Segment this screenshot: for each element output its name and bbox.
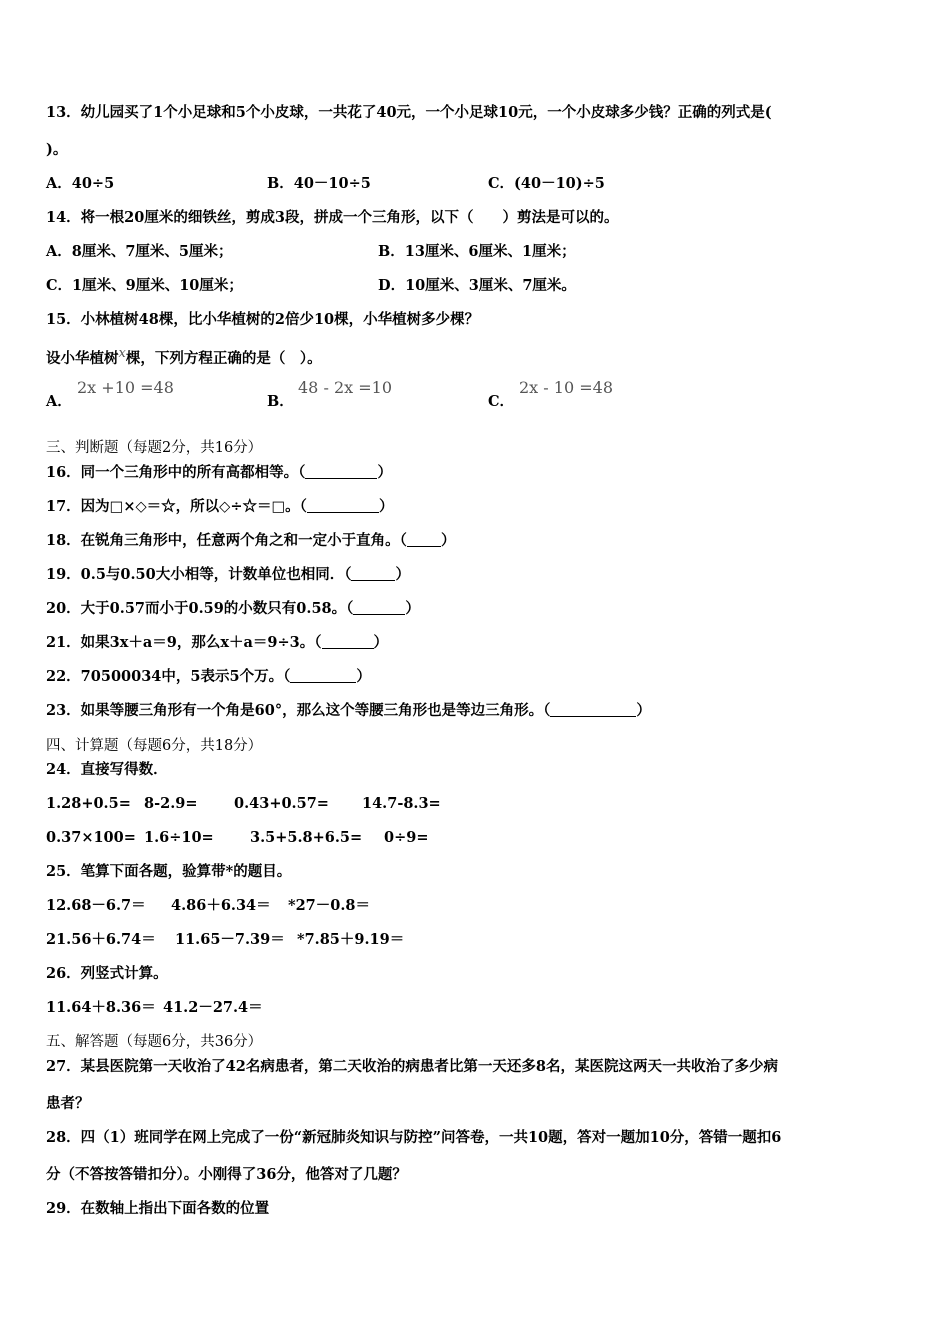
q15-subtext: [46, 344, 322, 369]
calc-item: 3.5+5.8+6.5=: [250, 829, 363, 846]
q14-option-c: C．1厘米、9厘米、10厘米；: [46, 277, 243, 294]
calc-item: *7.85＋9.19＝: [297, 931, 405, 948]
q17-text: 17．因为□×◇＝☆，所以◇÷☆＝□。（: [46, 498, 307, 515]
section-3-title: 三、判断题（每题2分，共16分）: [46, 440, 263, 456]
calc-item: 11.65－7.39＝: [175, 931, 285, 948]
calc-item: 0.43+0.57=: [234, 795, 329, 812]
close-paren: ）: [378, 498, 394, 515]
q13-option-b: B．40－10÷5: [267, 175, 371, 192]
q15-option-b-equation: 48 - 2x =10: [298, 378, 392, 397]
q15-option-a-label: A．: [46, 393, 72, 410]
q20: [46, 599, 420, 619]
q19: [46, 565, 410, 585]
answer-blank: [550, 702, 636, 717]
q22-text: 22．70500034中，5表示5个万。（: [46, 668, 291, 685]
q27-text-cont: 患者？: [46, 1095, 90, 1112]
calc-item: 8-2.9=: [144, 795, 198, 812]
q15-variable: x: [118, 346, 126, 361]
calc-item: 1.28+0.5=: [46, 795, 131, 812]
q14-option-a: A．8厘米、7厘米、5厘米；: [46, 243, 233, 260]
section-5-title: 五、解答题（每题6分，共36分）: [46, 1034, 263, 1050]
answer-blank: [305, 464, 377, 479]
answer-blank: [307, 498, 379, 513]
calc-item: 21.56＋6.74＝: [46, 931, 156, 948]
calc-item: 0.37×100=: [46, 829, 136, 846]
close-paren: ）: [395, 566, 410, 583]
calc-item: 41.2－27.4＝: [163, 999, 263, 1016]
q28-text-cont: 分（不答按答错扣分）。小刚得了36分，他答对了几题？: [46, 1166, 407, 1183]
answer-blank: [353, 600, 405, 615]
answer-blank: [290, 668, 356, 683]
answer-blank: [407, 532, 441, 547]
q20-text: 20．大于0.57而小于0.59的小数只有0.58。（: [46, 600, 354, 617]
q16-text: 16．同一个三角形中的所有高都相等。（: [46, 464, 306, 481]
close-paren: ）: [440, 532, 456, 549]
q25-text: 25．笔算下面各题，验算带*的题目。: [46, 863, 292, 880]
q26-text: 26．列竖式计算。: [46, 965, 168, 982]
q15-option-b-label: B．: [267, 393, 294, 410]
q15-subtext-post: 棵，下列方程正确的是（ ）。: [125, 350, 322, 367]
close-paren: ）: [636, 702, 651, 719]
calc-item: 14.7-8.3=: [362, 795, 441, 812]
close-paren: ）: [405, 600, 420, 617]
answer-blank: [351, 566, 395, 581]
q14-text: 14．将一根20厘米的细铁丝，剪成3段，拼成一个三角形，以下（ ）剪法是可以的。: [46, 209, 619, 226]
q13-text-cont: )。: [46, 141, 68, 158]
q27-text: 27．某县医院第一天收治了42名病患者，第二天收治的病患者比第一天还多8名，某医院这两天一共收治了多少病: [46, 1058, 778, 1075]
q13-option-a: A．40÷5: [46, 175, 115, 192]
q13-option-c: C．(40－10)÷5: [488, 175, 605, 192]
calc-item: *27－0.8＝: [288, 897, 370, 914]
q13-text: 13．幼儿园买了1个小足球和5个小皮球，一共花了40元，一个小足球10元，一个小皮球多少钱？正确的列式是(: [46, 104, 772, 121]
q24-text: 24．直接写得数．: [46, 761, 168, 778]
close-paren: ）: [356, 668, 371, 685]
answer-blank: [322, 634, 374, 649]
calc-item: 12.68－6.7＝: [46, 897, 146, 914]
q21-text: 21．如果3x＋a＝9，那么x＋a＝9÷3。（: [46, 634, 322, 651]
q18-text: 18．在锐角三角形中，任意两个角之和一定小于直角。（: [46, 532, 407, 549]
q17: [46, 497, 393, 517]
q14-option-d: D．10厘米、3厘米、7厘米。: [378, 277, 576, 294]
q15-option-c-equation: 2x - 10 =48: [519, 378, 613, 397]
q29-text: 29．在数轴上指出下面各数的位置: [46, 1200, 270, 1217]
q23-text: 23．如果等腰三角形有一个角是60°，那么这个等腰三角形也是等边三角形。（: [46, 702, 551, 719]
calc-item: 11.64＋8.36＝: [46, 999, 156, 1016]
close-paren: ）: [373, 634, 389, 651]
q15-option-c-label: C．: [488, 393, 515, 410]
q23: [46, 701, 651, 721]
q28-text: 28．四（1）班同学在网上完成了一份“新冠肺炎知识与防控”问答卷，一共10题，答对一题加10分，答错一题扣6: [46, 1129, 782, 1146]
q18: [46, 531, 455, 551]
close-paren: ）: [377, 464, 392, 481]
q19-text: 19．0.5与0.50大小相等，计数单位也相同．（: [46, 566, 352, 583]
q16: [46, 463, 392, 483]
calc-item: 4.86＋6.34＝: [171, 897, 271, 914]
q15-subtext-pre: 设小华植树: [46, 350, 119, 367]
calc-item: 0÷9=: [384, 829, 429, 846]
q15-option-a-equation: 2x +10 =48: [77, 378, 174, 397]
q15-text: 15．小林植树48棵，比小华植树的2倍少10棵，小华植树多少棵？: [46, 311, 480, 328]
q21: [46, 633, 388, 653]
section-4-title: 四、计算题（每题6分，共18分）: [46, 738, 263, 754]
q14-option-b: B．13厘米、6厘米、1厘米；: [378, 243, 576, 260]
q22: [46, 667, 371, 687]
calc-item: 1.6÷10=: [144, 829, 214, 846]
